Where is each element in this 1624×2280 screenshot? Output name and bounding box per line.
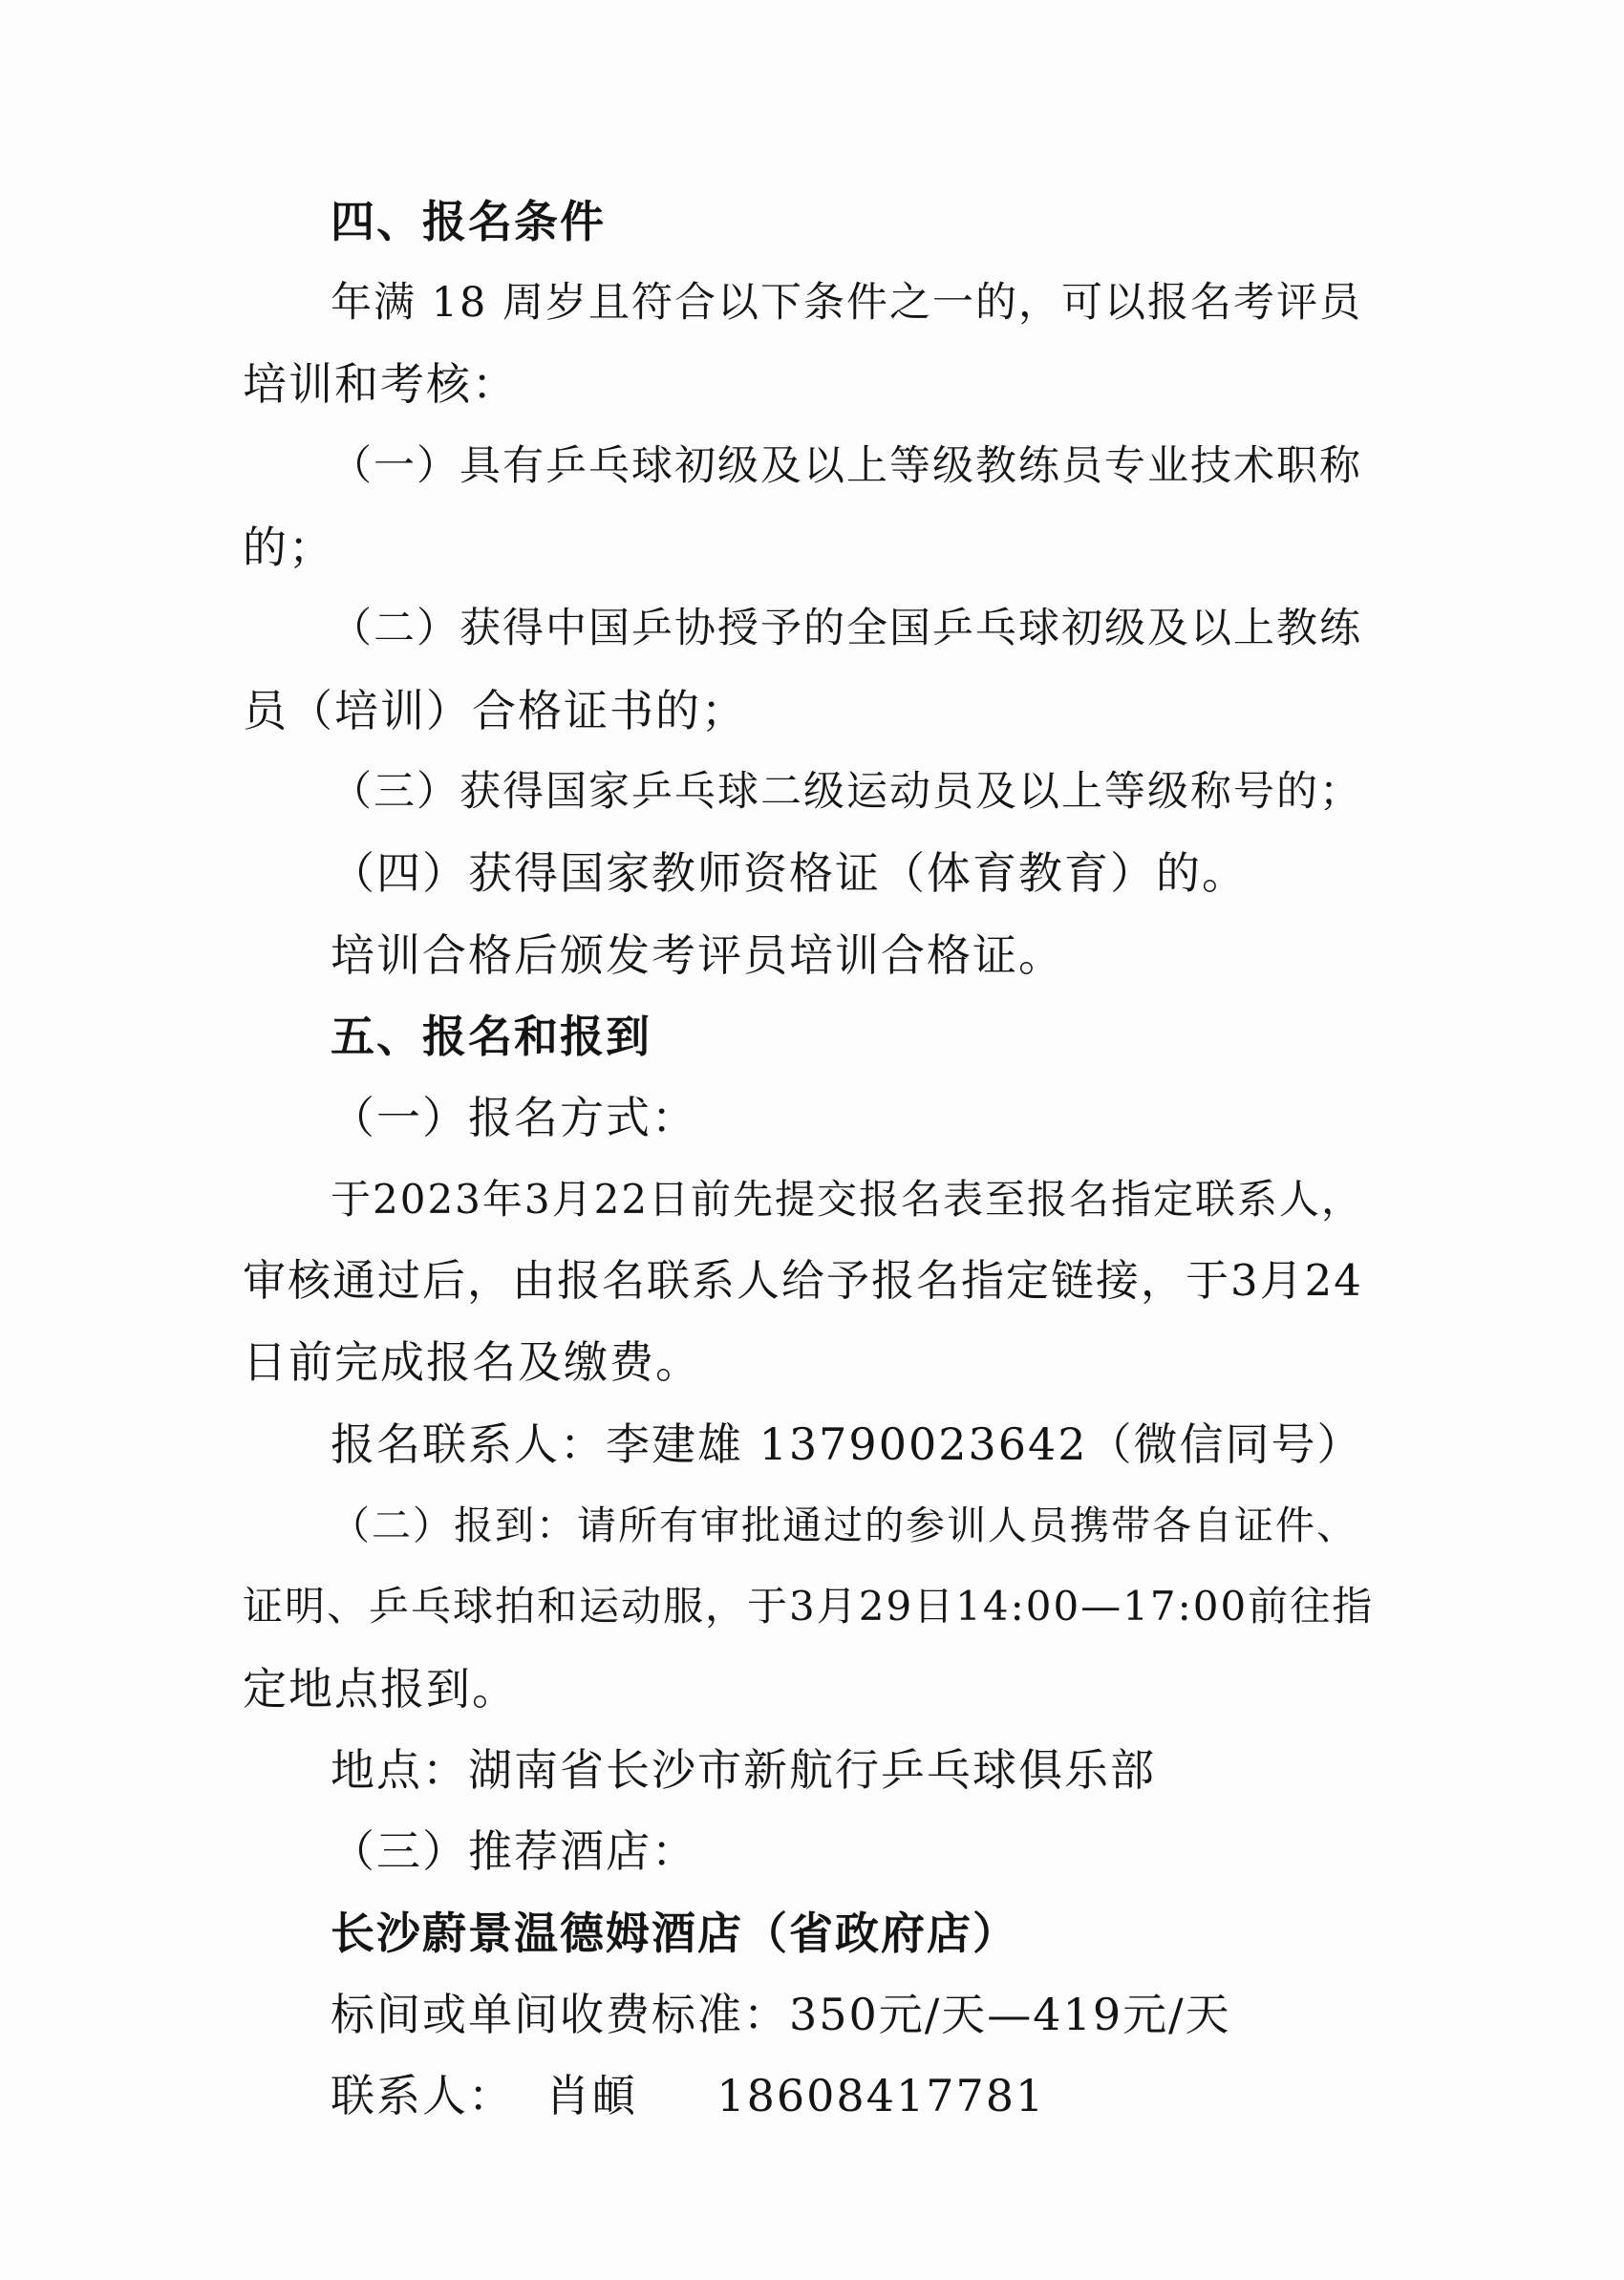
paragraph-line: （二）报到：请所有审批通过的参训人员携带各自证件、: [331, 1502, 1357, 1548]
list-item-2-line: （二）获得中国乒协授予的全国乒乓球初级及以上教练: [331, 605, 1362, 652]
location-line: 地点：湖南省长沙市新航行乒乓球俱乐部: [331, 1744, 1156, 1796]
subsection-title: （三）推荐酒店：: [331, 1825, 697, 1877]
contact-line: 报名联系人：李建雄 13790023642（微信同号）: [331, 1418, 1363, 1470]
hotel-price: 标间或单间收费标准：350元/天—419元/天: [331, 1989, 1231, 2040]
section-5-heading: 五、报名和报到: [331, 1011, 652, 1062]
section-4-heading: 四、报名条件: [331, 196, 606, 247]
list-item-3: （三）获得国家乒乓球二级运动员及以上等级称号的；: [331, 768, 1362, 816]
paragraph-line: 年满 18 周岁且符合以下条件之一的，可以报名考评员: [331, 279, 1363, 327]
paragraph-line: 培训和考核：: [243, 358, 518, 410]
paragraph-line: 审核通过后，由报名联系人给予报名指定链接，于3月24: [243, 1255, 1363, 1306]
list-item-2-line: 员（培训）合格证书的；: [243, 685, 747, 736]
hotel-name: 长沙蔚景温德姆酒店（省政府店）: [331, 1907, 1018, 1959]
paragraph-line: 于2023年3月22日前先提交报名表至报名指定联系人，: [331, 1176, 1364, 1223]
list-item-1-line: 的；: [243, 522, 334, 573]
subsection-title: （一）报名方式：: [331, 1092, 697, 1143]
paragraph-line: 证明、乒乓球拍和运动服，于3月29日14:00—17:00前往指: [243, 1583, 1375, 1630]
paragraph-line: 定地点报到。: [243, 1663, 518, 1715]
paragraph-line: 日前完成报名及缴费。: [243, 1336, 701, 1388]
list-item-1-line: （一）具有乒乓球初级及以上等级教练员专业技术职称: [331, 442, 1362, 490]
paragraph-line: 培训合格后颁发考评员培训合格证。: [331, 929, 1064, 981]
list-item-4: （四）获得国家教师资格证（体育教育）的。: [331, 847, 1248, 899]
hotel-contact: 联系人： 肖頔 18608417781: [331, 2070, 1046, 2121]
